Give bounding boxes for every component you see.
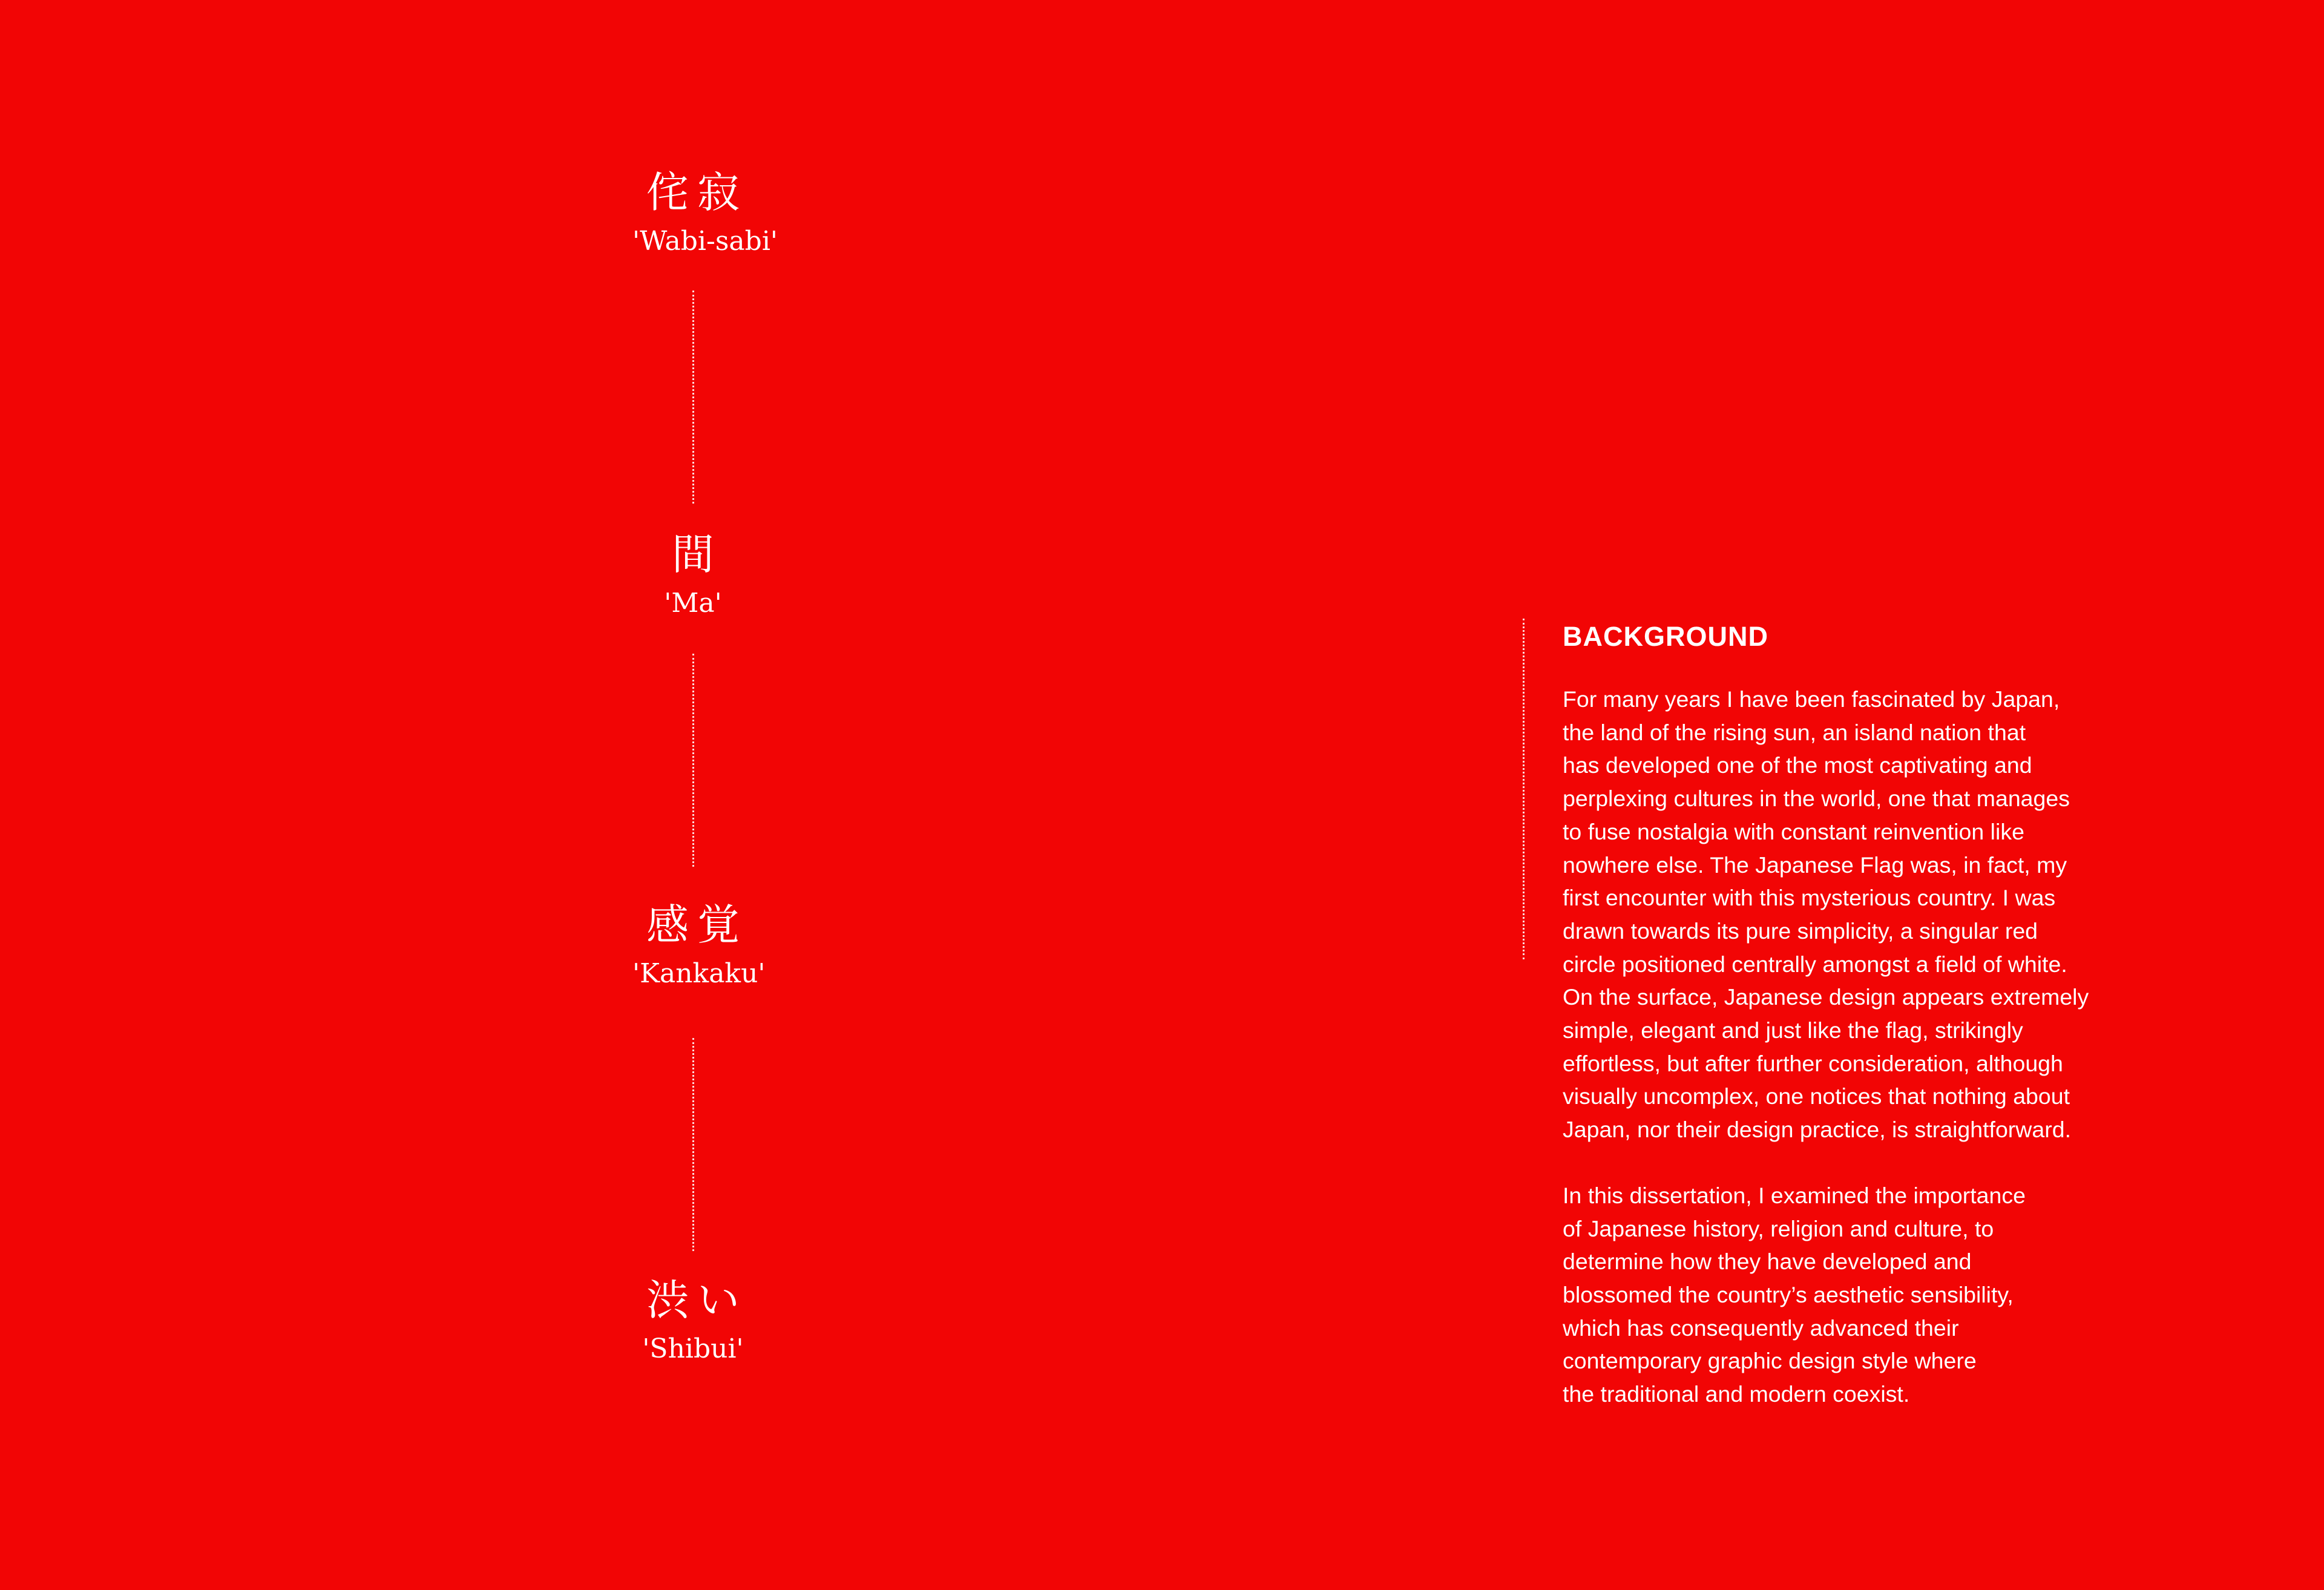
term-kanji: 侘寂 xyxy=(646,168,748,217)
term-romaji: 'Kankaku' xyxy=(632,958,766,989)
term-kanji: 感覚 xyxy=(646,900,748,950)
term-romaji: 'Shibui' xyxy=(642,1333,744,1364)
term-kanji: 間 xyxy=(672,530,723,579)
term-shibui xyxy=(632,1274,753,1365)
term-connector-line xyxy=(692,654,694,867)
term-ma xyxy=(632,528,753,619)
body-paragraph: In this dissertation, I examined the importance of Japanese history, religion and culture, to determine how they have developed and blossomed the country’s aesthetic sensibility, which has consequently advanced their contemporary graphic design style where the traditional and modern coexist. xyxy=(1563,1182,2026,1407)
term-romaji: 'Ma' xyxy=(664,588,722,619)
section-heading: BACKGROUND xyxy=(1563,621,1768,652)
body-paragraph: For many years I have been fascinated by Japan, the land of the rising sun, an island nation that has developed one of the most captivating and perplexing cultures in the world, one that manages to fuse nostalgia with constant reinvention like nowhere else. The Japanese Flag was, in fact, my first encounter with this mysterious country. I was drawn towards its pure simplicity, a singular red circle positioned centrally amongst a field of white. On the surface, Japanese design appears extremely simple, elegant and just like the flag, strikingly effortless, but after further consideration, although visually uncomplex, one notices that nothing about Japan, nor their design practice, is straightforward. xyxy=(1563,686,2089,1143)
term-connector-line xyxy=(692,1038,694,1251)
term-kanji: 渋い xyxy=(646,1275,748,1325)
section-divider-line xyxy=(1523,619,1525,959)
term-kankaku xyxy=(632,899,766,990)
background-section xyxy=(1563,617,2180,1444)
term-connector-line xyxy=(692,291,694,504)
term-romaji: 'Wabi-sabi' xyxy=(632,226,778,257)
term-wabi-sabi xyxy=(632,166,778,257)
